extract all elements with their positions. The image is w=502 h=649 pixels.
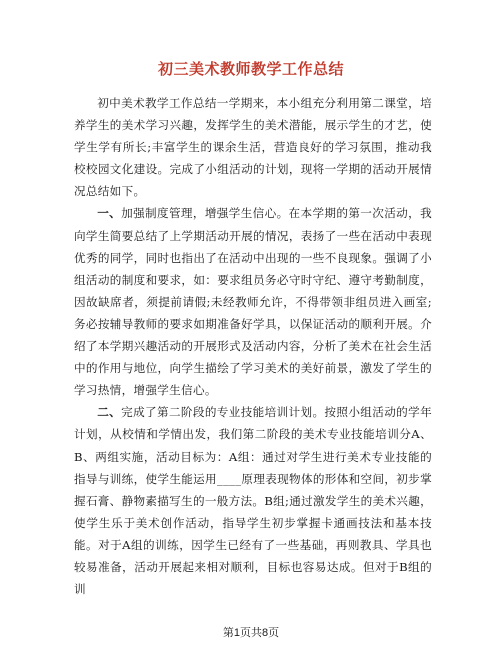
paragraph-lead: 一、 [97,206,122,221]
page-number-footer: 第1页共8页 [222,627,280,639]
paragraph-text: 完成了第二阶段的专业技能培训计划。按照小组活动的学年计划，从校情和学情出发，我们第二阶段的美术专业技能培训分A、B、两组实施，活动目标为：A组：通过对学生进行美术专业技能的指导与训练，使学生能运用____原理表现物体的形体和空间，初步掌握石膏、静物素描写生的一般方法。B组;通过激发学生的美术兴趣，使学生乐于美术创作活动，指导学生初步掌握卡通画技法和基本技能。对于A组的训练，因学生已经有了一些基础，再则教具、学具也较易准备，活动开展起来相对顺利，目标也容易达成。但对于B组的训 [74,405,432,597]
paragraph-text: 初中美术教学工作总结一学期来，本小组充分利用第二课堂，培养学生的美术学习兴趣，发挥学生的美术潜能，展示学生的才艺，使学生学有所长;丰富学生的课余生活，营造良好的学习氛围，推动我校校园文化建设。完成了小组活动的计划，现将一学期的活动开展情况总结如下。 [74,96,432,199]
paragraph-section-2 [74,401,432,600]
paragraph-lead: 二、 [97,405,122,420]
paragraph-text: 加强制度管理，增强学生信心。在本学期的第一次活动，我向学生简要总结了上学期活动开展的情况，表扬了一些在活动中表现优秀的同学，同时也指出了在活动中出现的一些不良现象。强调了小组活动的制度和要求，如：要求组员务必守时守纪、遵守考勤制度，因故缺席者，须提前请假;未经教师允许，不得带领非组员进入画室;务必按辅导教师的要求如期准备好学具，以保证活动的顺利开展。介绍了本学期兴趣活动的开展形式及活动内容，分析了美术在社会生活中的作用与地位，向学生描绘了学习美术的美好前景，激发了学生的学习热情，增强学生信心。 [74,206,432,398]
paragraph-intro [74,92,432,202]
document-body [74,92,432,600]
document-title: 初三美术教师教学工作总结 [157,60,344,78]
paragraph-section-1 [74,202,432,401]
